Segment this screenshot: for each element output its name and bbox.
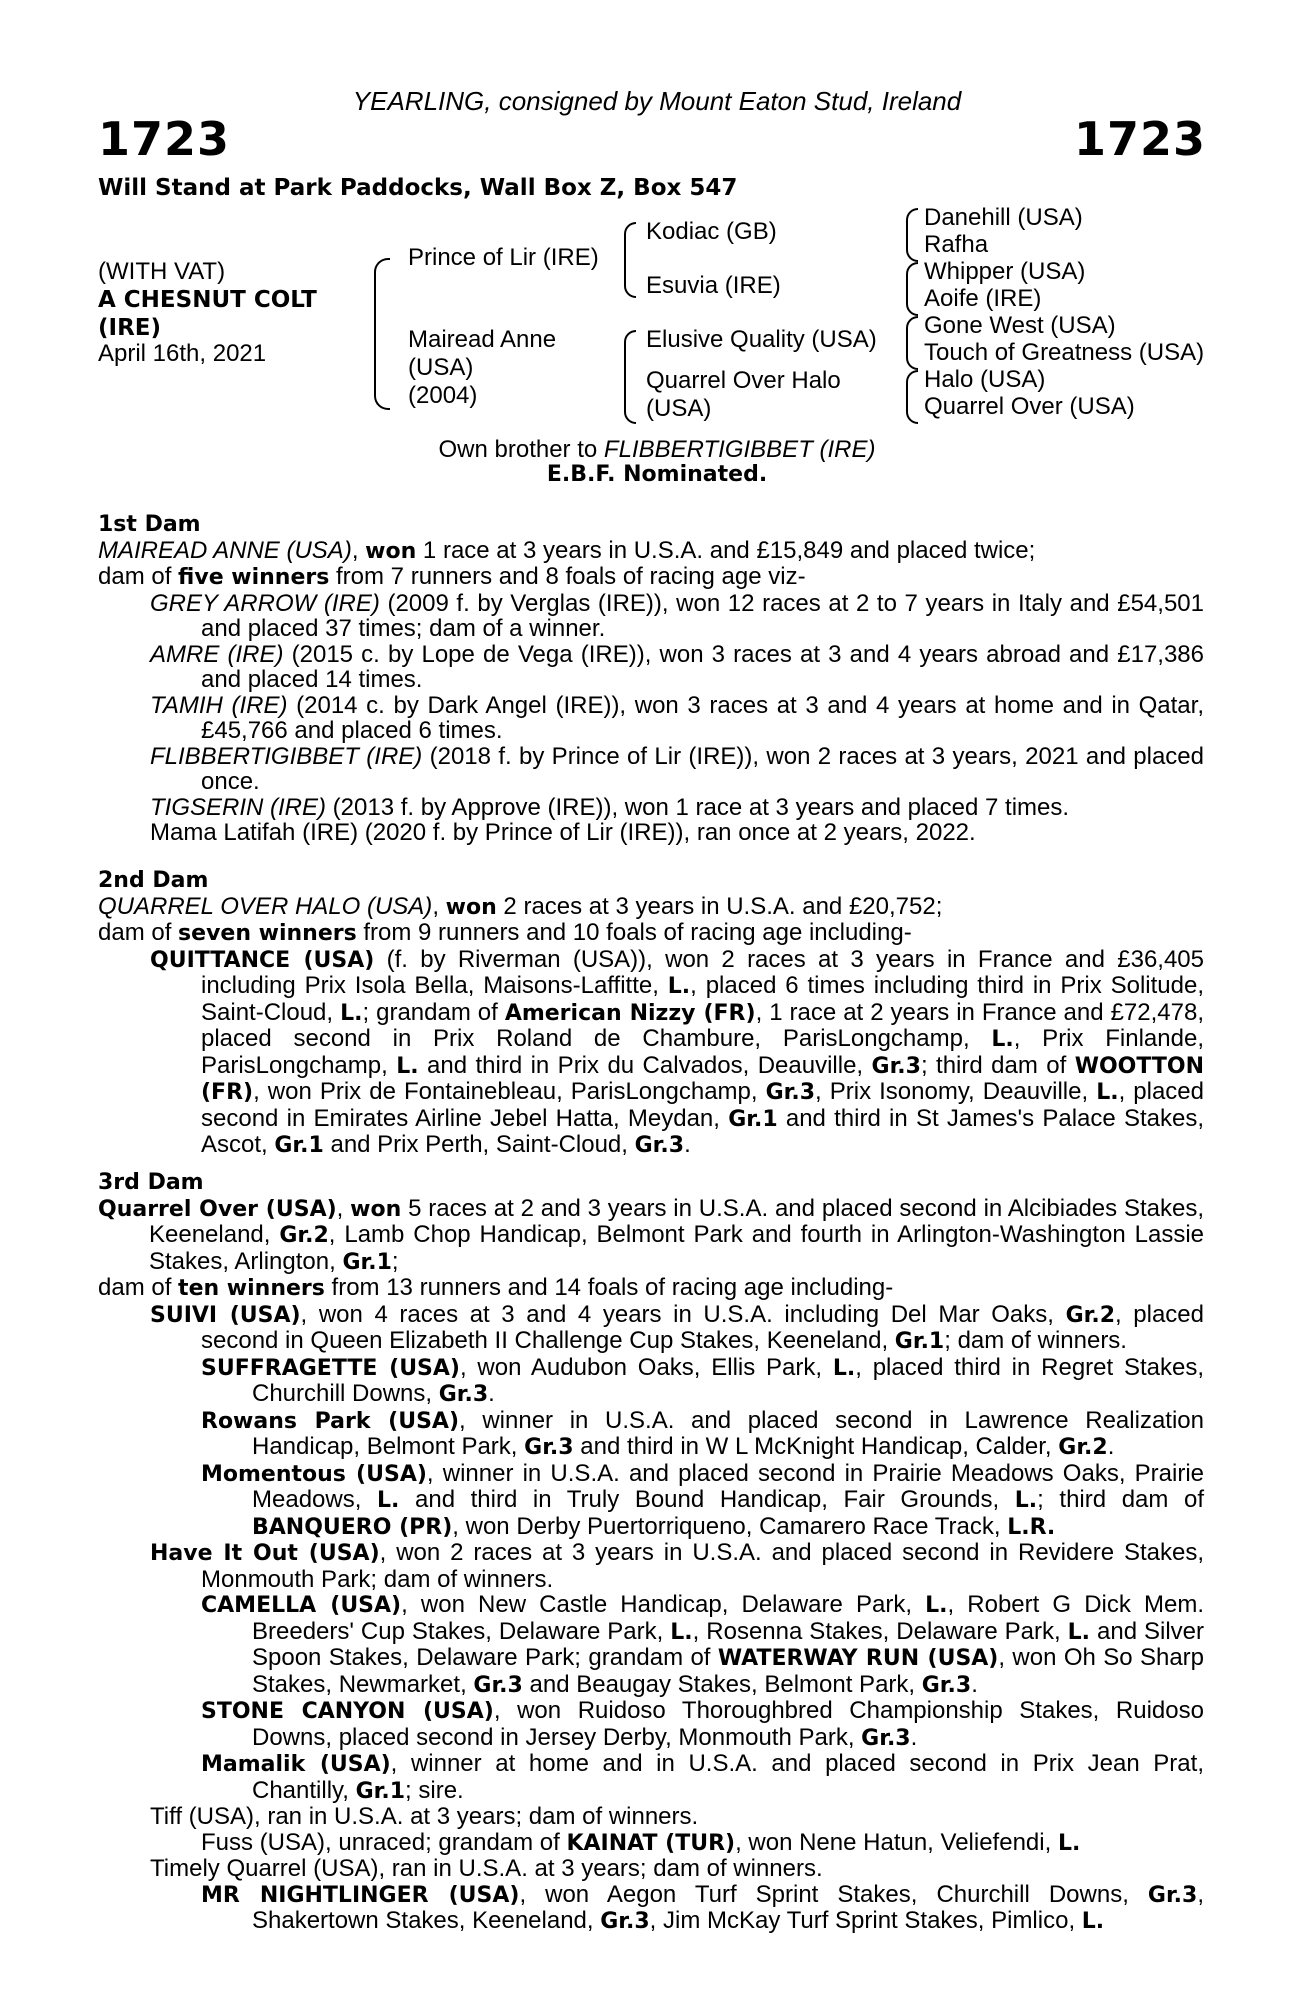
dam-dam-line1: Quarrel Over Halo	[646, 367, 841, 394]
ssd: Rafha	[924, 231, 989, 258]
list-item: Tiff (USA), ran in U.S.A. at 3 years; dam of winners.	[150, 1803, 699, 1830]
brace-gen3-3	[906, 316, 918, 370]
lot-number-right: 1723	[1073, 112, 1206, 166]
dsd: Touch of Greatness (USA)	[924, 339, 1205, 366]
third-dam-heading: 3rd Dam	[98, 1170, 204, 1195]
brace-gen3-4	[906, 370, 918, 424]
sire-sire: Kodiac (GB)	[646, 218, 777, 245]
list-item: Timely Quarrel (USA), ran in U.S.A. at 3 years; dam of winners.	[150, 1855, 823, 1882]
ebf-nominated: E.B.F. Nominated.	[546, 462, 768, 487]
first-dam-heading: 1st Dam	[98, 512, 201, 537]
list-item: TAMIH (IRE) (2014 c. by Dark Angel (IRE)), won 3 races at 3 and 4 years at home and in Qatar, £45,766 and placed 6 times.	[150, 691, 1204, 744]
dam-dam-line2: (USA)	[646, 395, 712, 422]
list-item: QUITTANCE (USA) (f. by Riverman (USA)), won 2 races at 3 years in France and £36,405 including Prix Isola Bella, Maisons-Laffitte, L., placed 6 times including third in Prix Solitude, Saint-Cloud, L.; grandam of American Nizzy (FR), 1 race at 2 years in France and £72,478, placed second in Prix Roland de Chambure, ParisLongchamp, L., Prix Finlande, ParisLongchamp, L. and third in Prix du Calvados, Deauville, Gr.3; third dam of WOOTTON (FR), won Prix de Fontainebleau, ParisLongchamp, Gr.3, Prix Isonomy, Deauville, L., placed second in Emirates Airline Jebel Hatta, Meydan, Gr.1 and third in St James's Palace Stakes, Ascot, Gr.1 and Prix Perth, Saint-Cloud, Gr.3.	[150, 945, 1205, 1158]
foaling-date: April 16th, 2021	[98, 340, 267, 367]
sire-dam: Esuvia (IRE)	[646, 272, 781, 299]
second-dam-heading: 2nd Dam	[98, 868, 209, 893]
horse-name: A CHESNUT COLT	[98, 287, 317, 313]
dam-line3: (2004)	[408, 382, 478, 409]
list-item: SUIVI (USA), won 4 races at 3 and 4 years in U.S.A. including Del Mar Oaks, Gr.2, placed second in Queen Elizabeth II Challenge Cup Stakes, Keeneland, Gr.1; dam of winners.	[150, 1300, 1204, 1354]
brace-main	[374, 258, 390, 410]
list-item: CAMELLA (USA), won New Castle Handicap, Delaware Park, L., Robert G Dick Mem. Breeders' Cup Stakes, Delaware Park, L., Rosenna Stakes, Delaware Park, L. and Silver Spoon Stakes, Delaware Park; grandam of WATERWAY RUN (USA), won Oh So Sharp Stakes, Newmarket, Gr.3 and Beaugay Stakes, Belmont Park, Gr.3.	[201, 1591, 1205, 1698]
vat-label: (WITH VAT)	[98, 258, 226, 285]
own-brother-note: Own brother to FLIBBERTIGIBBET (IRE)	[438, 436, 876, 463]
list-item: Fuss (USA), unraced; grandam of KAINAT (TUR), won Nene Hatun, Veliefendi, L.	[201, 1828, 1081, 1856]
list-item: Momentous (USA), winner in U.S.A. and placed second in Prairie Meadows Oaks, Prairie Meadows, L. and third in Truly Bound Handicap, Fair Grounds, L.; third dam of BANQUERO (PR), won Derby Puertorriqueno, Camarero Race Track, L.R.	[201, 1459, 1205, 1540]
first-dam-produce: dam of five winners from 7 runners and 8 foals of racing age viz-	[98, 563, 806, 590]
sire: Prince of Lir (IRE)	[408, 244, 599, 271]
dss: Gone West (USA)	[924, 312, 1116, 339]
brace-gen3-2	[906, 262, 918, 316]
list-item: SUFFRAGETTE (USA), won Audubon Oaks, Ellis Park, L., placed third in Regret Stakes, Churchill Downs, Gr.3.	[201, 1353, 1204, 1407]
list-item: Have It Out (USA), won 2 races at 3 years in U.S.A. and placed second in Revidere Stakes, Monmouth Park; dam of winners.	[150, 1539, 1204, 1593]
stand-location: Will Stand at Park Paddocks, Wall Box Z, Box 547	[98, 175, 738, 201]
consignment-line: YEARLING, consigned by Mount Eaton Stud, Ireland	[352, 86, 962, 116]
list-item: Rowans Park (USA), winner in U.S.A. and placed second in Lawrence Realization Handicap, Belmont Park, Gr.3 and third in W L McKnight Handicap, Calder, Gr.2.	[201, 1406, 1204, 1460]
dam-line2: (USA)	[408, 354, 474, 381]
list-item: GREY ARROW (IRE) (2009 f. by Verglas (IRE)), won 12 races at 2 to 7 years in Italy and £54,501 and placed 37 times; dam of a winner.	[150, 589, 1204, 642]
third-dam-produce: dam of ten winners from 13 runners and 14 foals of racing age including-	[98, 1274, 894, 1301]
sdd: Aoife (IRE)	[924, 285, 1042, 312]
dam-sire: Elusive Quality (USA)	[646, 326, 877, 353]
second-dam-record: QUARREL OVER HALO (USA), won 2 races at 3 years in U.S.A. and £20,752;	[98, 892, 943, 920]
list-item: TIGSERIN (IRE) (2013 f. by Approve (IRE)), won 1 race at 3 years and placed 7 times.	[150, 793, 1070, 821]
third-dam-record: Quarrel Over (USA), won 5 races at 2 and 3 years in U.S.A. and placed second in Alcibiades Stakes, Keeneland, Gr.2, Lamb Chop Handicap, Belmont Park and fourth in Arlington-Washington Lassie Stakes, Arlington, Gr.1;	[98, 1194, 1204, 1275]
dam-line1: Mairead Anne	[408, 326, 557, 353]
second-dam-section	[98, 868, 1204, 1159]
list-item: Mama Latifah (IRE) (2020 f. by Prince of Lir (IRE)), ran once at 2 years, 2022.	[150, 819, 976, 846]
second-dam-produce: dam of seven winners from 9 runners and 10 foals of racing age including-	[98, 919, 912, 946]
dds: Halo (USA)	[924, 366, 1046, 393]
brace-gen3-1	[906, 208, 918, 262]
list-item: FLIBBERTIGIBBET (IRE) (2018 f. by Prince of Lir (IRE)), won 2 races at 3 years, 2021 and placed once.	[150, 742, 1205, 795]
sss: Danehill (USA)	[924, 204, 1083, 231]
brace-sire	[624, 222, 636, 298]
list-item: STONE CANYON (USA), won Ruidoso Thoroughbred Championship Stakes, Ruidoso Downs, placed second in Jersey Derby, Monmouth Park, Gr.3.	[201, 1697, 1204, 1751]
first-dam-section	[98, 512, 1204, 846]
lot-number-left: 1723	[98, 112, 231, 166]
brace-dam	[624, 330, 636, 424]
first-dam-record: MAIREAD ANNE (USA), won 1 race at 3 years in U.S.A. and £15,849 and placed twice;	[98, 536, 1036, 564]
horse-country: (IRE)	[98, 315, 162, 341]
ddd: Quarrel Over (USA)	[924, 393, 1135, 420]
list-item: Mamalik (USA), winner at home and in U.S.A. and placed second in Prix Jean Prat, Chantilly, Gr.1; sire.	[201, 1750, 1204, 1804]
third-dam-section	[98, 1170, 1204, 1935]
list-item: MR NIGHTLINGER (USA), won Aegon Turf Sprint Stakes, Churchill Downs, Gr.3, Shakertown Stakes, Keeneland, Gr.3, Jim McKay Turf Sprint Stakes, Pimlico, L.	[201, 1880, 1204, 1934]
sds: Whipper (USA)	[924, 258, 1086, 285]
list-item: AMRE (IRE) (2015 c. by Lope de Vega (IRE)), won 3 races at 3 and 4 years abroad and £17,386 and placed 14 times.	[150, 640, 1205, 693]
